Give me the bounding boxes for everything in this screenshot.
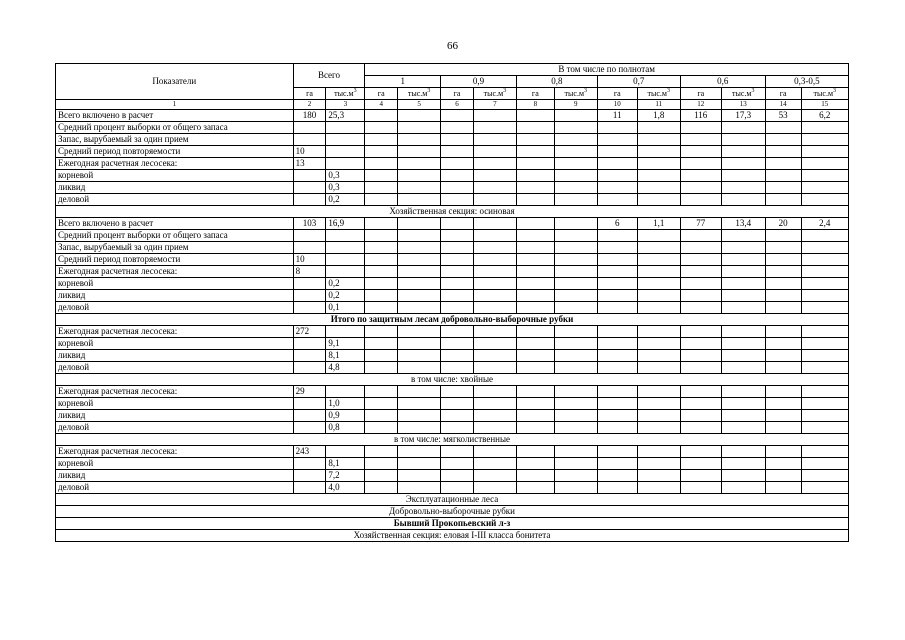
table-row (56, 446, 849, 458)
cell: 243 (293, 446, 326, 458)
row-label: Запас, вырубаемый за один прием (56, 134, 294, 146)
row-label: Всего включено в расчет (56, 110, 294, 122)
section-title-row (56, 494, 849, 506)
column-number: 9 (554, 100, 597, 110)
header-row (56, 64, 849, 76)
section-title-row (56, 530, 849, 542)
column-number: 8 (516, 100, 554, 110)
page-number: 66 (447, 40, 458, 52)
unit-volume: $тыс.м^3$ (473, 88, 516, 100)
cell (441, 218, 474, 230)
unit-volume: $тыс.м^3$ (398, 88, 441, 100)
column-number: 7 (473, 100, 516, 110)
cell: 9,1 (326, 338, 365, 350)
cell: 77 (680, 218, 721, 230)
section-title: в том числе: хвойные (56, 374, 849, 386)
section-title: Эксплуатационные леса (56, 494, 849, 506)
table-row (56, 362, 849, 374)
cell: 53 (765, 110, 801, 122)
row-label: Ежегодная расчетная лесосека: (56, 386, 294, 398)
cell: 2,4 (801, 218, 848, 230)
cell: 8,1 (326, 458, 365, 470)
column-number: 15 (801, 100, 848, 110)
row-label: ликвид (56, 410, 294, 422)
density-header: 0,8 (516, 76, 597, 88)
section-title-row (56, 518, 849, 530)
table-row (56, 410, 849, 422)
unit-ha: га (441, 88, 474, 100)
table-row (56, 158, 849, 170)
cell: 25,3 (326, 110, 365, 122)
unit-volume: $тыс.м^3$ (721, 88, 765, 100)
row-label: корневой (56, 458, 294, 470)
section-title: Добровольно-выборочные рубки (56, 506, 849, 518)
row-label: Средний процент выборки от общего запаса (56, 122, 294, 134)
cell: 10 (293, 146, 326, 158)
column-number: 12 (680, 100, 721, 110)
cell: 0,2 (326, 278, 365, 290)
cell (441, 110, 474, 122)
cell: 13 (293, 158, 326, 170)
row-label: ликвид (56, 182, 294, 194)
section-title-row (56, 374, 849, 386)
table-row (56, 482, 849, 494)
row-label: ликвид (56, 290, 294, 302)
section-title: Итого по защитным лесам добровольно-выборочные рубки (56, 314, 849, 326)
cell: 272 (293, 326, 326, 338)
table-row (56, 110, 849, 122)
row-label: деловой (56, 482, 294, 494)
table-row (56, 326, 849, 338)
section-title: Хозяйственная секция: осиновая (56, 206, 849, 218)
density-header: 1 (365, 76, 441, 88)
row-label: деловой (56, 422, 294, 434)
forest-harvest-table (55, 63, 849, 542)
cell: 8,1 (326, 350, 365, 362)
row-label: ликвид (56, 350, 294, 362)
row-label: Ежегодная расчетная лесосека: (56, 266, 294, 278)
table-row (56, 146, 849, 158)
unit-ha: га (765, 88, 801, 100)
table-row (56, 194, 849, 206)
column-number: 2 (293, 100, 326, 110)
table-row (56, 458, 849, 470)
unit-ha: га (293, 88, 326, 100)
cell: 180 (293, 110, 326, 122)
table-row (56, 266, 849, 278)
cell: 4,0 (326, 482, 365, 494)
cell: 0,2 (326, 194, 365, 206)
row-label: Всего включено в расчет (56, 218, 294, 230)
cell: 20 (765, 218, 801, 230)
table-row (56, 230, 849, 242)
cell: 0,9 (326, 410, 365, 422)
cell: 0,2 (326, 290, 365, 302)
table-row (56, 170, 849, 182)
row-label: Средний период повторяемости (56, 254, 294, 266)
row-label: Средний процент выборки от общего запаса (56, 230, 294, 242)
indicators-header: Показатели (56, 64, 294, 100)
unit-volume: $тыс.м^3$ (554, 88, 597, 100)
column-number: 10 (597, 100, 637, 110)
table-row (56, 422, 849, 434)
section-title: Бывший Прокопьевский л-з (56, 518, 849, 530)
table-row (56, 278, 849, 290)
cell: 8 (293, 266, 326, 278)
table-row (56, 254, 849, 266)
cell: 13,4 (721, 218, 765, 230)
table-row (56, 218, 849, 230)
row-label: корневой (56, 398, 294, 410)
table-row (56, 122, 849, 134)
density-header: 0,9 (441, 76, 517, 88)
unit-ha: га (365, 88, 398, 100)
row-label: Ежегодная расчетная лесосека: (56, 326, 294, 338)
column-number: 14 (765, 100, 801, 110)
cell (554, 218, 597, 230)
table-row (56, 302, 849, 314)
cell: 6,2 (801, 110, 848, 122)
table-row (56, 386, 849, 398)
unit-ha: га (516, 88, 554, 100)
cell: 29 (293, 386, 326, 398)
unit-volume: $тыс.м^3$ (801, 88, 848, 100)
unit-ha: га (597, 88, 637, 100)
section-title: в том числе: мягколиственные (56, 434, 849, 446)
cell (554, 110, 597, 122)
total-header: Всего (293, 64, 365, 88)
row-label: Ежегодная расчетная лесосека: (56, 158, 294, 170)
row-label: деловой (56, 194, 294, 206)
column-number: 11 (637, 100, 680, 110)
density-header: 0,7 (597, 76, 680, 88)
cell (516, 110, 554, 122)
density-header: 0,6 (680, 76, 765, 88)
cell: 16,9 (326, 218, 365, 230)
section-title-row (56, 434, 849, 446)
row-label: Запас, вырубаемый за один прием (56, 242, 294, 254)
row-label: деловой (56, 302, 294, 314)
cell: 0,8 (326, 422, 365, 434)
table-row (56, 242, 849, 254)
column-number: 3 (326, 100, 365, 110)
cell: 10 (293, 254, 326, 266)
row-label: деловой (56, 362, 294, 374)
by-density-header: В том числе по полнотам (365, 64, 849, 76)
section-title-row (56, 314, 849, 326)
cell: 1,1 (637, 218, 680, 230)
density-header: 0,3-0,5 (765, 76, 848, 88)
cell: 103 (293, 218, 326, 230)
column-number: 13 (721, 100, 765, 110)
section-title-row (56, 206, 849, 218)
section-title: Хозяйственная секция: еловая I-III класса бонитета (56, 530, 849, 542)
cell (365, 218, 398, 230)
column-number: 5 (398, 100, 441, 110)
cell: 4,8 (326, 362, 365, 374)
cell: 116 (680, 110, 721, 122)
table-row (56, 134, 849, 146)
cell (398, 218, 441, 230)
cell: 0,3 (326, 170, 365, 182)
section-title-row (56, 506, 849, 518)
column-number: 6 (441, 100, 474, 110)
cell (473, 218, 516, 230)
column-number: 4 (365, 100, 398, 110)
cell: 0,1 (326, 302, 365, 314)
cell (516, 218, 554, 230)
cell (473, 110, 516, 122)
row-label: Средний период повторяемости (56, 146, 294, 158)
cell: 0,3 (326, 182, 365, 194)
unit-ha: га (680, 88, 721, 100)
row-label: корневой (56, 278, 294, 290)
table-row (56, 290, 849, 302)
column-number-row (56, 100, 849, 110)
cell: 11 (597, 110, 637, 122)
unit-volume: $тыс.м^3$ (637, 88, 680, 100)
cell: 17,3 (721, 110, 765, 122)
table-row (56, 182, 849, 194)
table-row (56, 398, 849, 410)
cell: 1,8 (637, 110, 680, 122)
table-row (56, 470, 849, 482)
table-row (56, 338, 849, 350)
row-label: корневой (56, 170, 294, 182)
unit-volume: $тыс.м^3$ (326, 88, 365, 100)
cell: 1,0 (326, 398, 365, 410)
cell: 7,2 (326, 470, 365, 482)
table-row (56, 350, 849, 362)
cell (398, 110, 441, 122)
cell: 6 (597, 218, 637, 230)
row-label: Ежегодная расчетная лесосека: (56, 446, 294, 458)
cell (365, 110, 398, 122)
row-label: корневой (56, 338, 294, 350)
column-number: 1 (56, 100, 294, 110)
row-label: ликвид (56, 470, 294, 482)
